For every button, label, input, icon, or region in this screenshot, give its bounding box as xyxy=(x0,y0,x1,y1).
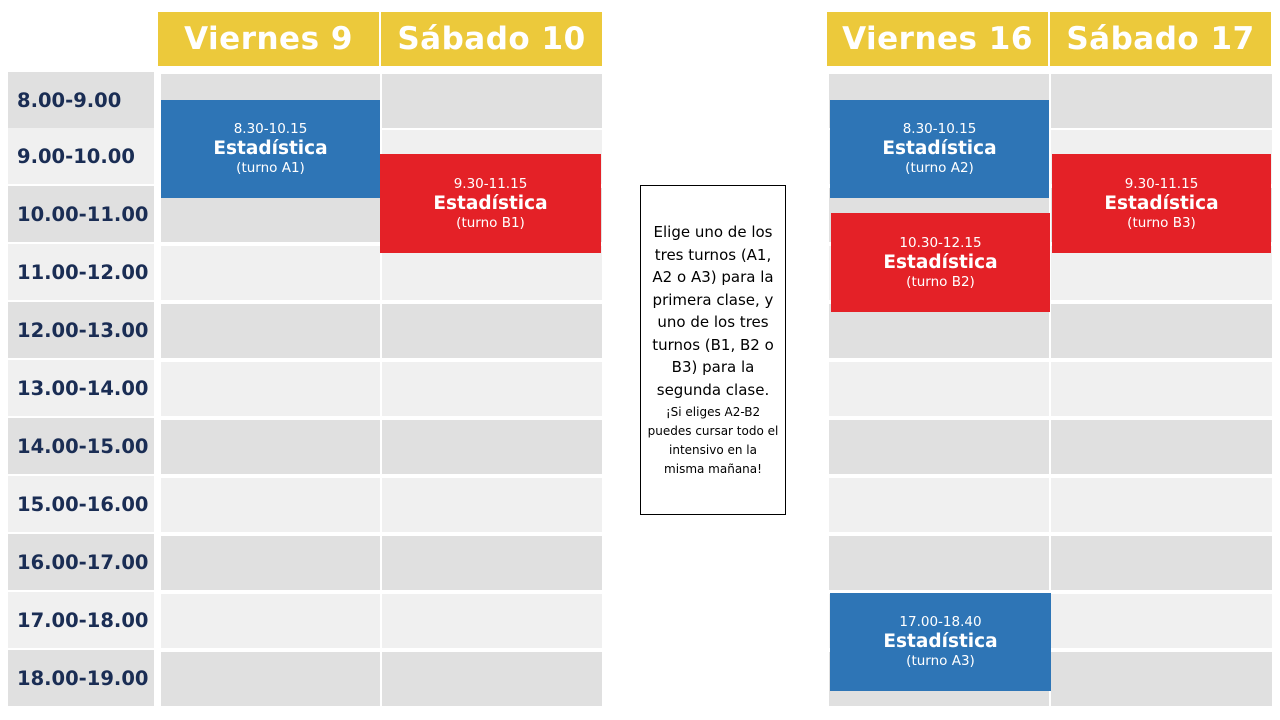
grid-cell xyxy=(161,478,380,532)
grid-cell xyxy=(1051,304,1272,358)
event-turn: (turno A3) xyxy=(906,653,975,669)
grid-cell xyxy=(161,362,380,416)
grid-cell xyxy=(1051,536,1272,590)
grid-cell xyxy=(382,536,602,590)
grid-cell xyxy=(382,362,602,416)
event-turn: (turno B3) xyxy=(1127,214,1196,231)
event-title: Estadística xyxy=(213,138,328,159)
time-slot: 8.00-9.00 xyxy=(8,72,154,128)
grid-cell xyxy=(1051,420,1272,474)
time-slot: 17.00-18.00 xyxy=(8,592,154,648)
event-turn: (turno A2) xyxy=(905,160,974,176)
grid-cell xyxy=(1051,594,1272,648)
grid-cell xyxy=(161,304,380,358)
time-slot: 15.00-16.00 xyxy=(8,476,154,532)
grid-cell xyxy=(382,652,602,706)
note-tip-text: ¡Si eliges A2-B2 puedes cursar todo el intensivo en la misma mañana! xyxy=(647,405,779,476)
grid-cell xyxy=(1051,246,1272,300)
grid-cell xyxy=(382,594,602,648)
day-header-viernes-9: Viernes 9 xyxy=(158,12,381,66)
grid-cell xyxy=(161,536,380,590)
grid-cell xyxy=(382,304,602,358)
grid-cell xyxy=(1051,74,1272,128)
grid-cell xyxy=(1051,652,1272,706)
grid-cell xyxy=(829,536,1049,590)
grid-cell xyxy=(382,478,602,532)
grid-cell xyxy=(382,246,602,300)
time-slot: 10.00-11.00 xyxy=(8,186,154,242)
event-estadistica-b1[interactable] xyxy=(380,154,601,253)
grid-cell xyxy=(829,362,1049,416)
day-header-sabado-10: Sábado 10 xyxy=(381,12,604,66)
time-slot: 18.00-19.00 xyxy=(8,650,154,706)
grid-cell xyxy=(382,420,602,474)
day-header-sabado-17: Sábado 17 xyxy=(1050,12,1273,66)
instructions-note xyxy=(640,185,786,515)
event-time: 10.30-12.15 xyxy=(899,234,982,251)
grid-cell xyxy=(382,74,602,128)
event-time: 8.30-10.15 xyxy=(233,121,308,137)
time-slot: 12.00-13.00 xyxy=(8,302,154,358)
event-estadistica-b3[interactable] xyxy=(1052,154,1271,253)
time-slot: 9.00-10.00 xyxy=(8,128,154,184)
time-slot: 11.00-12.00 xyxy=(8,244,154,300)
grid-cell xyxy=(161,420,380,474)
event-estadistica-a1[interactable] xyxy=(161,100,380,198)
grid-cell xyxy=(829,304,1049,358)
grid-cell xyxy=(1051,478,1272,532)
event-title: Estadística xyxy=(883,251,998,273)
event-title: Estadística xyxy=(883,631,998,652)
grid-cell xyxy=(1051,362,1272,416)
event-estadistica-a3[interactable] xyxy=(830,593,1051,691)
event-time: 9.30-11.15 xyxy=(1124,175,1199,192)
time-slot: 16.00-17.00 xyxy=(8,534,154,590)
grid-cell xyxy=(829,420,1049,474)
event-time: 9.30-11.15 xyxy=(453,175,528,192)
event-title: Estadística xyxy=(433,192,548,214)
grid-cell xyxy=(161,594,380,648)
event-time: 17.00-18.40 xyxy=(899,614,982,630)
grid-cell xyxy=(161,652,380,706)
event-time: 8.30-10.15 xyxy=(902,121,977,137)
time-slot: 13.00-14.00 xyxy=(8,360,154,416)
event-turn: (turno B2) xyxy=(906,273,975,290)
grid-cell xyxy=(829,478,1049,532)
event-title: Estadística xyxy=(1104,192,1219,214)
event-turn: (turno B1) xyxy=(456,214,525,231)
note-main-text: Elige uno de los tres turnos (A1, A2 o A3) para la primera clase, y uno de los tres turnos (B1, B2 o B3) para la segunda clase. xyxy=(652,223,774,399)
event-estadistica-b2[interactable] xyxy=(831,213,1050,312)
day-header-viernes-16: Viernes 16 xyxy=(827,12,1050,66)
event-turn: (turno A1) xyxy=(236,160,305,176)
grid-cell xyxy=(161,246,380,300)
time-slot: 14.00-15.00 xyxy=(8,418,154,474)
event-title: Estadística xyxy=(882,138,997,159)
event-estadistica-a2[interactable] xyxy=(830,100,1049,198)
